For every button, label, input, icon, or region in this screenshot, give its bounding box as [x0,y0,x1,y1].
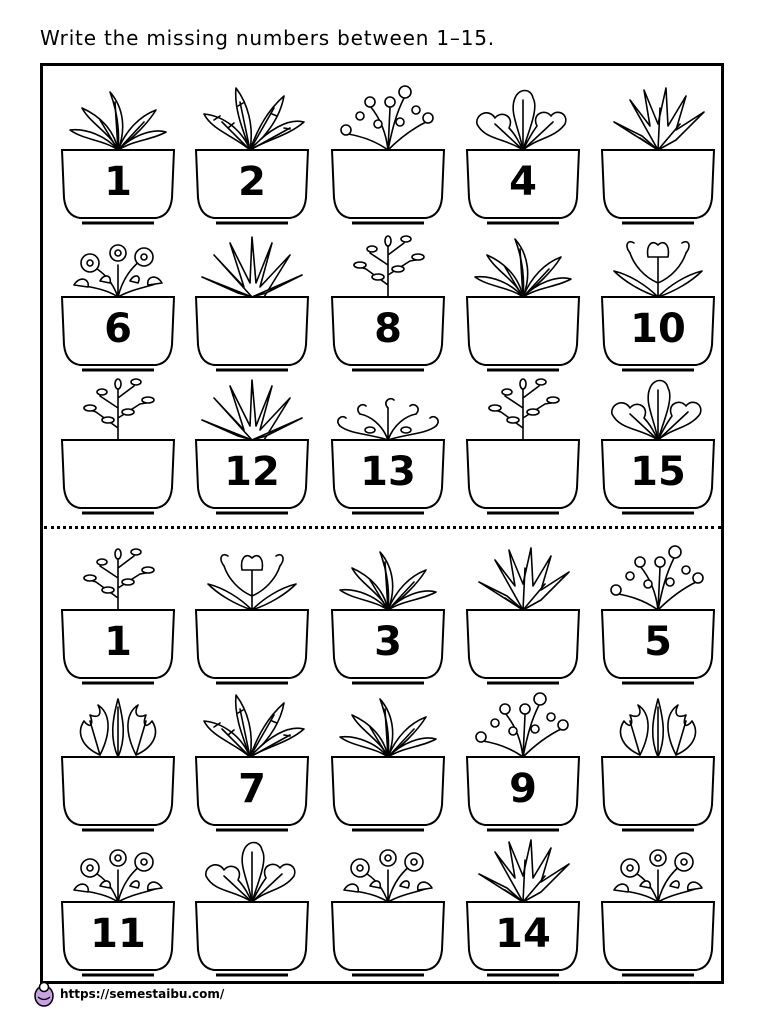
plant-pot [60,685,176,835]
plant-pot [60,830,176,980]
twig-sprig-plant-icon [465,368,581,518]
oak-leaf-plant-icon [600,685,716,835]
plant-pot [600,368,716,518]
pot-number: 3 [374,619,402,665]
tulip-plant-icon [194,538,310,688]
pot-number: 1 [104,619,132,665]
mother-logo-icon [32,981,56,1007]
broad-leaf-plant-icon [330,685,446,835]
plant-pot [330,225,446,375]
flower-cluster-plant-icon [600,830,716,980]
pot-number: 10 [630,306,686,352]
pot-number: 9 [509,766,537,812]
plant-pot [465,830,581,980]
plant-pot [330,368,446,518]
plant-pot [600,225,716,375]
plant-pot [330,78,446,228]
plant-pot [194,368,310,518]
pot-number: 8 [374,306,402,352]
plant-pot [330,685,446,835]
plant-pot [60,78,176,228]
plant-pot [465,225,581,375]
oak-leaf-plant-icon [60,685,176,835]
plant-pot [600,78,716,228]
plant-pot [465,368,581,518]
plant-pot [330,538,446,688]
grass-blades-plant-icon [194,225,310,375]
spiky-leaf-plant-icon [465,538,581,688]
plant-pot [60,368,176,518]
plant-pot [465,685,581,835]
pot-number: 1 [104,159,132,205]
broad-leaf-plant-icon [465,225,581,375]
pot-number: 11 [90,911,146,957]
plant-pot [60,225,176,375]
heart-leaf-plant-icon [194,830,310,980]
plant-pot [194,78,310,228]
plant-pot [194,685,310,835]
plant-pot [194,830,310,980]
footer [32,980,224,1008]
plant-pot [330,830,446,980]
spiky-leaf-plant-icon [600,78,716,228]
berry-stems-plant-icon [330,78,446,228]
plant-pot [465,538,581,688]
instruction-text: Write the missing numbers between 1–15. [40,26,495,50]
section-divider [44,526,721,529]
website-link[interactable]: https://semestaibu.com/ [60,987,225,1001]
plant-pot [60,538,176,688]
plant-pot [194,538,310,688]
pot-number: 13 [360,449,416,495]
plant-pot [465,78,581,228]
twig-sprig-plant-icon [60,368,176,518]
pot-number: 6 [104,306,132,352]
pot-number: 15 [630,449,686,495]
pot-number: 12 [224,449,280,495]
plant-pot [600,830,716,980]
pot-number: 14 [495,911,551,957]
pot-number: 7 [238,766,266,812]
plant-pot [600,685,716,835]
pot-number: 4 [509,159,537,205]
plant-pot [600,538,716,688]
plant-pot [194,225,310,375]
flower-cluster-plant-icon [330,830,446,980]
pot-number: 2 [238,159,266,205]
pot-number: 5 [644,619,672,665]
